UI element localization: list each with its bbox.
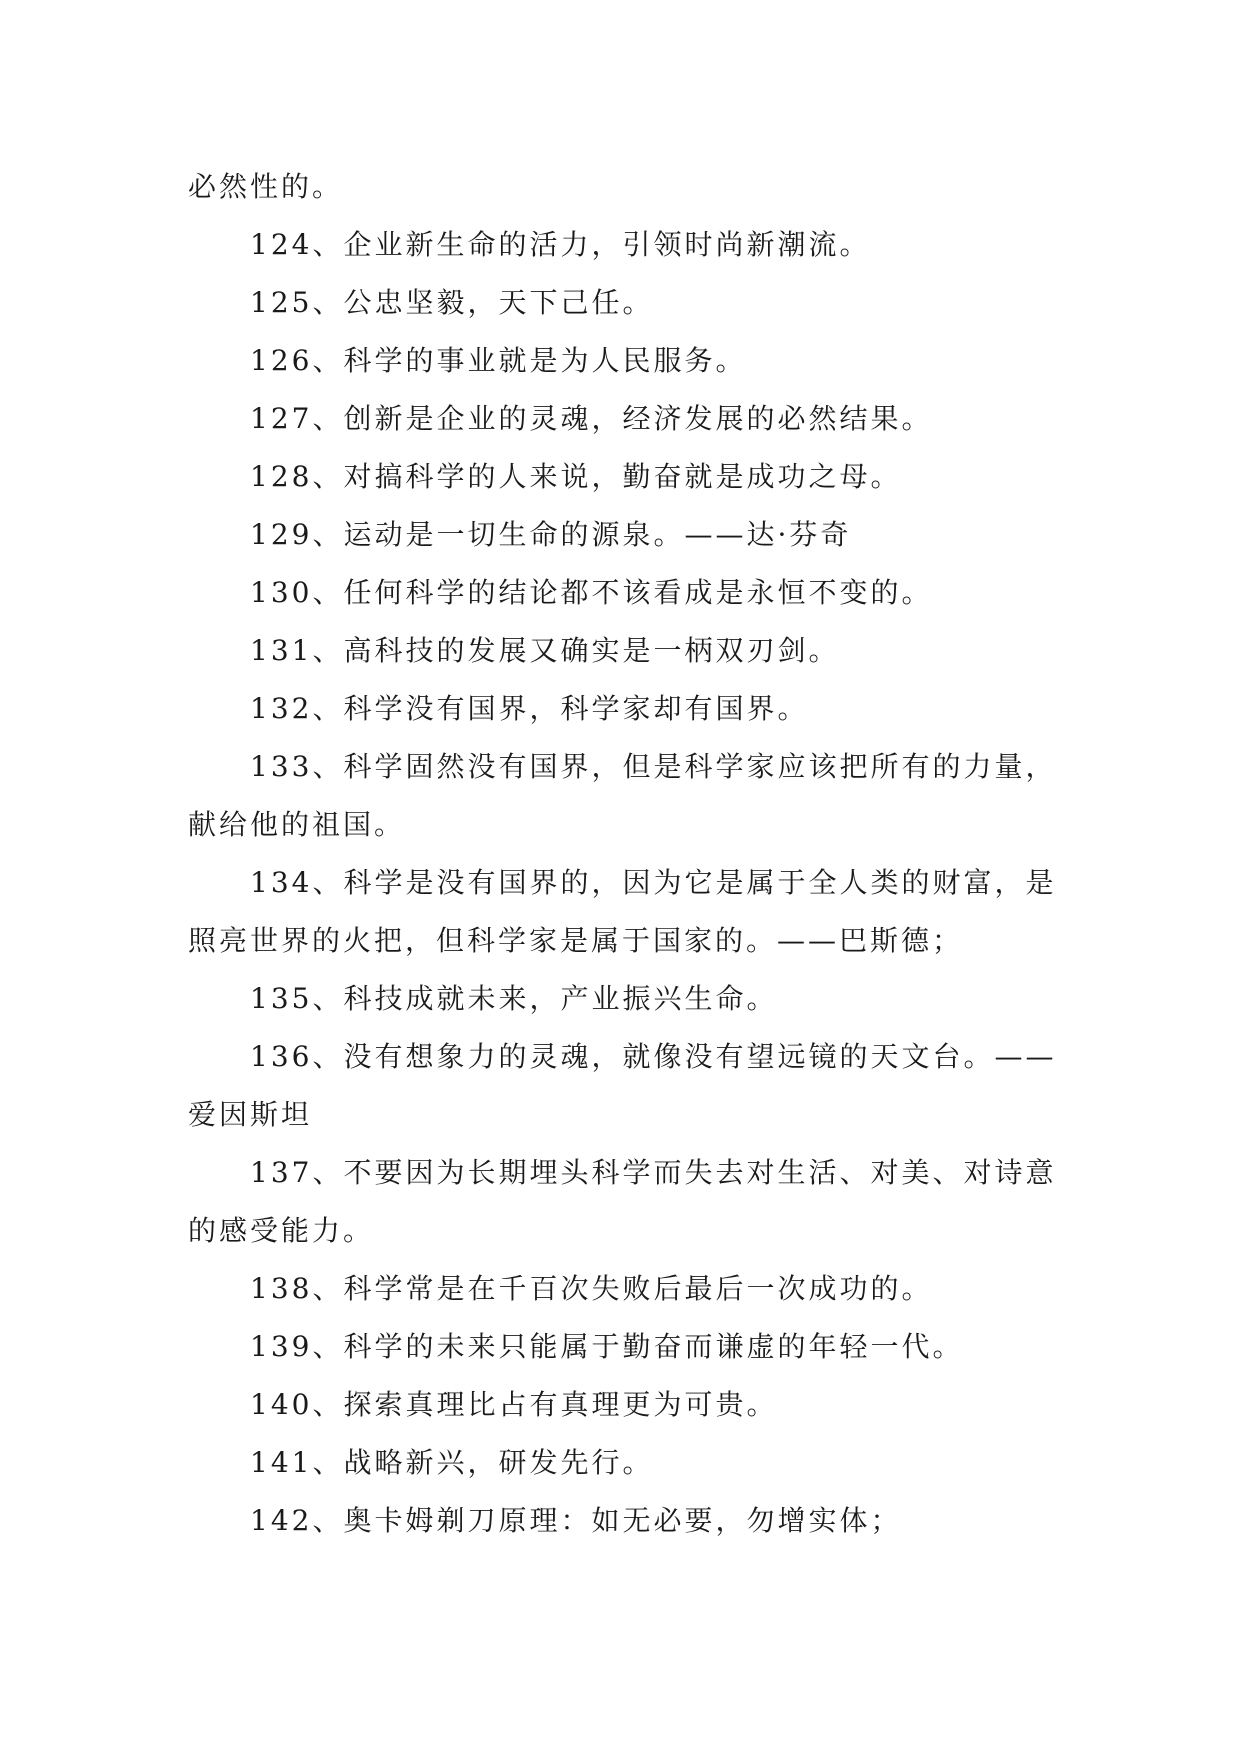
quote-129: 129、运动是一切生命的源泉。——达·芬奇 — [250, 518, 852, 551]
quote-128: 128、对搞科学的人来说，勤奋就是成功之母。 — [250, 460, 902, 493]
quote-137: 137、不要因为长期埋头科学而失去对生活、对美、对诗意的感受能力。 — [188, 1156, 1057, 1247]
quote-139: 139、科学的未来只能属于勤奋而谦虚的年轻一代。 — [250, 1330, 964, 1363]
quote-130: 130、任何科学的结论都不该看成是永恒不变的。 — [250, 576, 933, 609]
quote-138: 138、科学常是在千百次失败后最后一次成功的。 — [250, 1272, 933, 1305]
quote-142: 142、奥卡姆剃刀原理：如无必要，勿增实体； — [250, 1504, 902, 1537]
quote-124: 124、企业新生命的活力，引领时尚新潮流。 — [250, 228, 871, 261]
quote-134: 134、科学是没有国界的，因为它是属于全人类的财富，是照亮世界的火把，但科学家是属于国家的。——巴斯德； — [188, 866, 1057, 957]
quote-136: 136、没有想象力的灵魂，就像没有望远镜的天文台。——爱因斯坦 — [188, 1040, 1057, 1131]
quote-125: 125、公忠坚毅，天下己任。 — [250, 286, 654, 319]
quote-133: 133、科学固然没有国界，但是科学家应该把所有的力量，献给他的祖国。 — [188, 750, 1057, 841]
quote-140: 140、探索真理比占有真理更为可贵。 — [250, 1388, 778, 1421]
quote-126: 126、科学的事业就是为人民服务。 — [250, 344, 747, 377]
document-body — [188, 158, 1058, 1550]
quote-135: 135、科技成就未来，产业振兴生命。 — [250, 982, 778, 1015]
quote-131: 131、高科技的发展又确实是一柄双刃剑。 — [250, 634, 840, 667]
quote-132: 132、科学没有国界，科学家却有国界。 — [250, 692, 809, 725]
paragraph-continuation: 必然性的。 — [188, 170, 344, 203]
quote-141: 141、战略新兴，研发先行。 — [250, 1446, 654, 1479]
quote-127: 127、创新是企业的灵魂，经济发展的必然结果。 — [250, 402, 933, 435]
